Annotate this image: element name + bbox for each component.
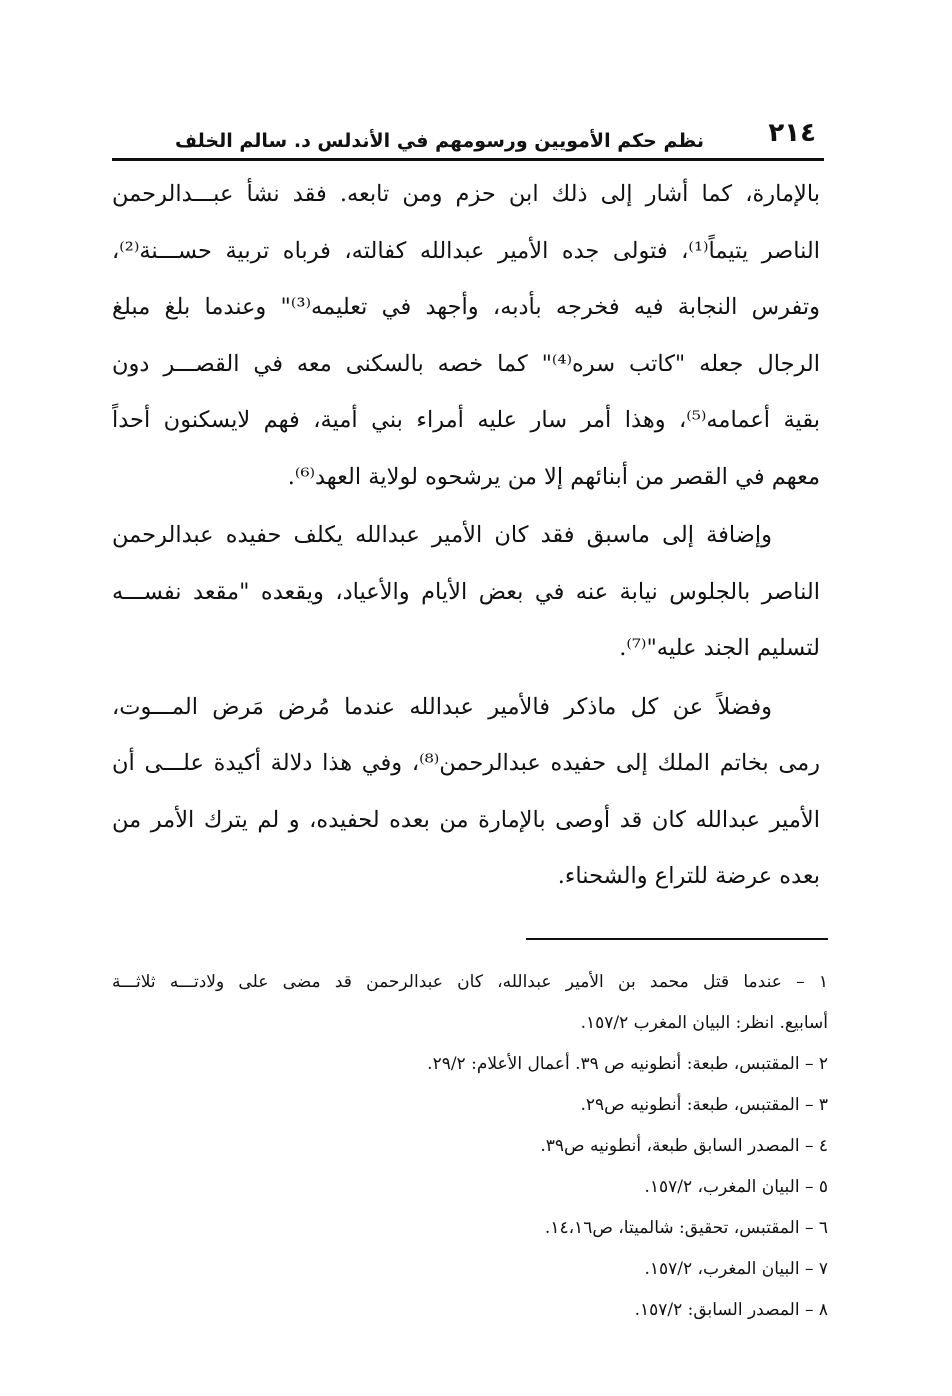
footnote-line: ٨ – المصدر السابق: ١٥٧/٢. — [634, 1300, 828, 1320]
body-line: الناصر بالجلوس نيابة عنه في بعض الأيام والأعياد، ويقعده "مقعد نفســـه — [112, 578, 820, 605]
footnote-line: ٧ – البيان المغرب، ١٥٧/٢. — [644, 1259, 828, 1279]
footnote-line: ٤ – المصدر السابق طبعة، أنطونيه ص٣٩. — [540, 1136, 828, 1156]
body-text — [112, 166, 820, 905]
header-rule — [112, 158, 824, 161]
footnote-line: ١ – عندما قتل محمد بن الأمير عبدالله، كان عبدالرحمن قد مضى على ولادتـــه ثلاثـــة — [112, 972, 828, 992]
body-line: وتفرس النجابة فيه فخرجه بأدبه، وأجهد في تعليمه⁽³⁾" وعندما بلغ مبلغ — [112, 294, 820, 320]
body-line: معهم في القصر من أبنائهم إلا من يرشحوه لولاية العهد⁽⁶⁾. — [287, 463, 820, 490]
body-line: بالإمارة، كما أشار إلى ذلك ابن حزم ومن تابعه. فقد نشأ عبـــدالرحمن — [112, 181, 820, 207]
body-line: وإضافة إلى ماسبق فقد كان الأمير عبدالله يكلف حفيده عبدالرحمن — [112, 522, 772, 548]
body-line: بعده عرضة للتراع والشحناء. — [557, 863, 820, 889]
body-line: الناصر يتيماً⁽¹⁾، فتولى جده الأمير عبدالله كفالته، فرباه تربية حســـنة⁽²⁾، — [112, 237, 820, 264]
body-line: رمى بخاتم الملك إلى حفيده عبدالرحمن⁽⁸⁾، وفي هذا دلالة أكيدة علـــى أن — [112, 750, 820, 776]
footnote-line: أسابيع. انظر: البيان المغرب ١٥٧/٢. — [580, 1013, 828, 1033]
body-line: بقية أعمامه⁽⁵⁾، وهذا أمر سار عليه أمراء بني أمية، فهم لايسكنون أحداً — [112, 407, 820, 433]
running-head — [112, 118, 822, 158]
header-title: نظم حكم الأمويين ورسومهم في الأندلس د. سالم الخلف — [175, 130, 704, 152]
footnote-line: ٢ – المقتبس، طبعة: أنطونيه ص ٣٩. أعمال الأعلام: ٢٩/٢. — [427, 1054, 828, 1074]
footnote-line: ٣ – المقتبس، طبعة: أنطونيه ص٢٩. — [580, 1095, 828, 1115]
body-line: الرجال جعله "كاتب سره⁽⁴⁾" كما خصه بالسكنى معه في القصـــر دون — [112, 350, 820, 377]
body-line: وفضلاً عن كل ماذكر فالأمير عبدالله عندما مُرض مَرض المـــوت، — [112, 693, 772, 720]
footnotes — [112, 962, 828, 1331]
body-line: الأمير عبدالله كان قد أوصى بالإمارة من بعده لحفيده، و لم يترك الأمر من — [112, 806, 820, 833]
footnote-line: ٦ – المقتبس، تحقيق: شالميتا، ص١٤،١٦. — [544, 1218, 828, 1238]
footnote-line: ٥ – البيان المغرب، ١٥٧/٢. — [644, 1177, 828, 1197]
body-line: لتسليم الجند عليه"⁽⁷⁾. — [619, 635, 820, 661]
footnote-rule — [526, 938, 828, 940]
page-number: ٢١٤ — [768, 118, 816, 148]
